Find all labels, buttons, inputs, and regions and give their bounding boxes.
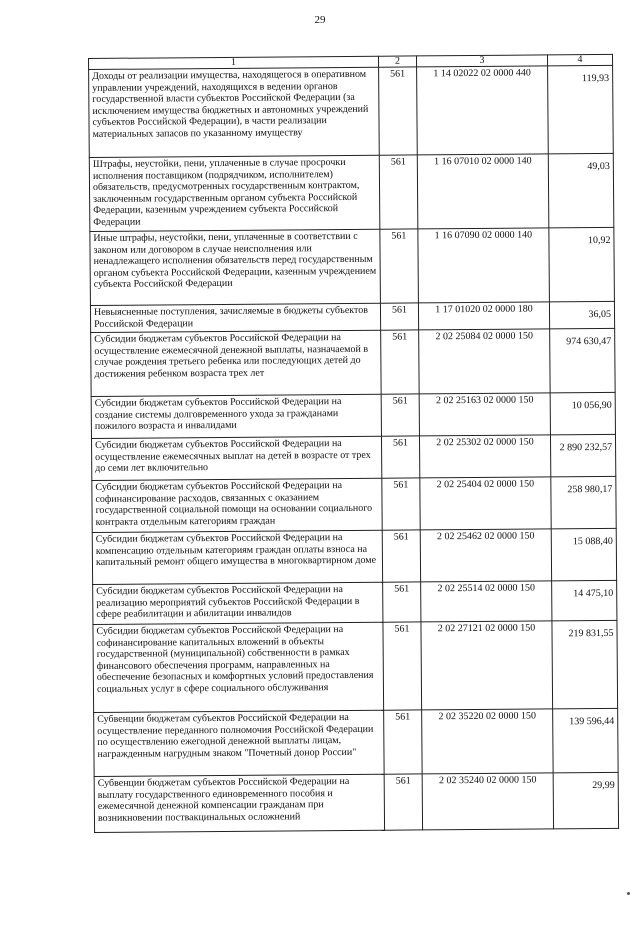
row-amount: 15 088,40 (551, 528, 616, 581)
table-row (91, 392, 615, 438)
row-amount: 139 596,44 (553, 708, 619, 773)
row-name: Доходы от реализации имущества, находящегося в оперативном управлении учреждений, находящихся в ведении органов государственной власти субъектов Российской Федерации (за исключением имущества бюджетных и автономных учреждений субъектов Российской Федерации), в части реализации материальных запасов по указанному имуществу (89, 67, 380, 157)
row-amount: 219 831,55 (552, 620, 618, 709)
row-kbk: 2 02 25302 02 0000 150 (419, 435, 550, 478)
table-row (89, 65, 614, 157)
row-code: 561 (383, 622, 422, 710)
row-kbk: 2 02 25514 02 0000 150 (421, 581, 552, 622)
row-kbk: 1 16 07010 02 0000 140 (417, 154, 549, 229)
row-code: 561 (383, 582, 421, 622)
row-name: Иные штрафы, неустойки, пени, уплаченные в соответствии с законом или договором в случае неисполнения или ненадлежащего исполнения обязательств перед государственным органом субъекта Российской Федерации, казенным учреждением субъекта Российской Федерации (90, 229, 381, 305)
row-name: Субсидии бюджетам субъектов Российской Федерации на компенсацию отдельным категориям граждан оплаты взноса на капитальный ремонт общего имущества в многоквартирном доме (92, 530, 382, 584)
page-number: 29 (314, 14, 326, 26)
row-amount: 29,99 (553, 772, 618, 829)
row-amount: 974 630,47 (550, 328, 616, 393)
scan-dot (627, 892, 630, 895)
row-code: 561 (384, 710, 423, 774)
table-row (90, 227, 615, 305)
table-row (94, 772, 618, 832)
revenue-table (88, 54, 619, 833)
row-kbk: 2 02 25404 02 0000 150 (420, 477, 551, 530)
header-col-amount: 4 (547, 54, 612, 66)
row-code: 561 (382, 478, 420, 530)
row-code: 561 (382, 530, 420, 582)
table-row (93, 580, 617, 624)
row-kbk: 2 02 25163 02 0000 150 (419, 393, 550, 436)
header-col-code: 2 (378, 56, 416, 67)
row-kbk: 1 17 01020 02 0000 180 (418, 302, 549, 330)
table-row (90, 301, 614, 332)
row-code: 561 (381, 330, 420, 394)
row-kbk: 2 02 35220 02 0000 150 (422, 709, 553, 774)
row-kbk: 2 02 35240 02 0000 150 (422, 773, 553, 830)
row-name: Субсидии бюджетам субъектов Российской Федерации на софинансирование расходов, связанных с оказанием государственной социальной помощи на основании социального контракта отдельным категориям граждан (92, 478, 382, 532)
table-row (92, 476, 616, 532)
row-amount: 10,92 (549, 227, 615, 302)
table-row (91, 434, 615, 480)
row-code: 561 (380, 303, 418, 330)
row-code: 561 (384, 774, 422, 830)
row-amount: 49,03 (548, 153, 614, 228)
row-code: 561 (380, 229, 419, 303)
table-row (91, 328, 615, 396)
row-name: Субсидии бюджетам субъектов Российской Федерации на осуществление ежемесячной денежной выплаты, назначаемой в случае рождения третьего ребенка или последующих детей до достижения ребенком возраста трех лет (91, 330, 381, 396)
row-amount: 36,05 (549, 301, 614, 329)
table-row (89, 153, 614, 231)
row-name: Субсидии бюджетам субъектов Российской Федерации на осуществление ежемесячных выплат на детей в возрасте от трех до семи лет включительно (91, 436, 381, 480)
row-kbk: 2 02 27121 02 0000 150 (421, 621, 553, 710)
table-row (93, 620, 618, 712)
revenue-table-container (88, 54, 618, 833)
table-row (94, 708, 618, 776)
row-name: Субсидии бюджетам субъектов Российской Федерации на создание системы долговременного ухода за гражданами пожилого возраста и инвалидами (91, 394, 381, 438)
row-name: Субвенции бюджетам субъектов Российской Федерации на выплату государственного единовременного пособия и ежемесячной денежной компенсации гражданам при возникновении поствакцинальных осложнений (94, 774, 384, 832)
row-amount: 10 056,90 (550, 392, 615, 435)
row-amount: 14 475,10 (552, 580, 617, 621)
header-col-kbk: 3 (416, 55, 547, 67)
row-code: 561 (381, 436, 419, 478)
row-name: Субсидии бюджетам субъектов Российской Федерации на реализацию мероприятий субъектов Российской Федерации в сфере реабилитации и абилитации инвалидов (93, 582, 383, 624)
row-kbk: 2 02 25084 02 0000 150 (419, 329, 550, 394)
row-code: 561 (379, 155, 418, 229)
row-name: Штрафы, неустойки, пени, уплаченные в случае просрочки исполнения поставщиком (подрядчиком, исполнителем) обязательств, предусмотренных государственным контрактом, заключенным государственным органом субъекта Российской Федерации, казенным учреждением субъекта Российской Федерации (89, 155, 380, 231)
row-kbk: 1 14 02022 02 0000 440 (417, 66, 549, 155)
row-name: Субвенции бюджетам субъектов Российской Федерации на осуществление переданного полномочия Российской Федерации по осуществлению ежегодной денежной выплаты лицам, награжденным нагрудным знаком "Почетный донор России" (94, 710, 384, 776)
row-amount: 119,93 (548, 65, 614, 154)
row-name: Субсидии бюджетам субъектов Российской Федерации на софинансирование капитальных вложений в объекты государственной (муниципальной) собственности в рамках финансового обеспечения программ, направленных на обеспечение безопасных и комфортных условий предоставления социальных услуг в сфере социального обслуживания (93, 622, 384, 712)
row-code: 561 (381, 394, 419, 436)
header-col-name: 1 (89, 56, 379, 69)
row-name: Невыясненные поступления, зачисляемые в бюджеты субъектов Российской Федерации (90, 303, 380, 332)
row-code: 561 (379, 67, 418, 155)
table-row (92, 528, 616, 584)
row-kbk: 1 16 07090 02 0000 140 (418, 228, 550, 303)
row-amount: 2 890 232,57 (550, 434, 615, 477)
row-amount: 258 980,17 (551, 476, 616, 529)
row-kbk: 2 02 25462 02 0000 150 (420, 529, 551, 582)
